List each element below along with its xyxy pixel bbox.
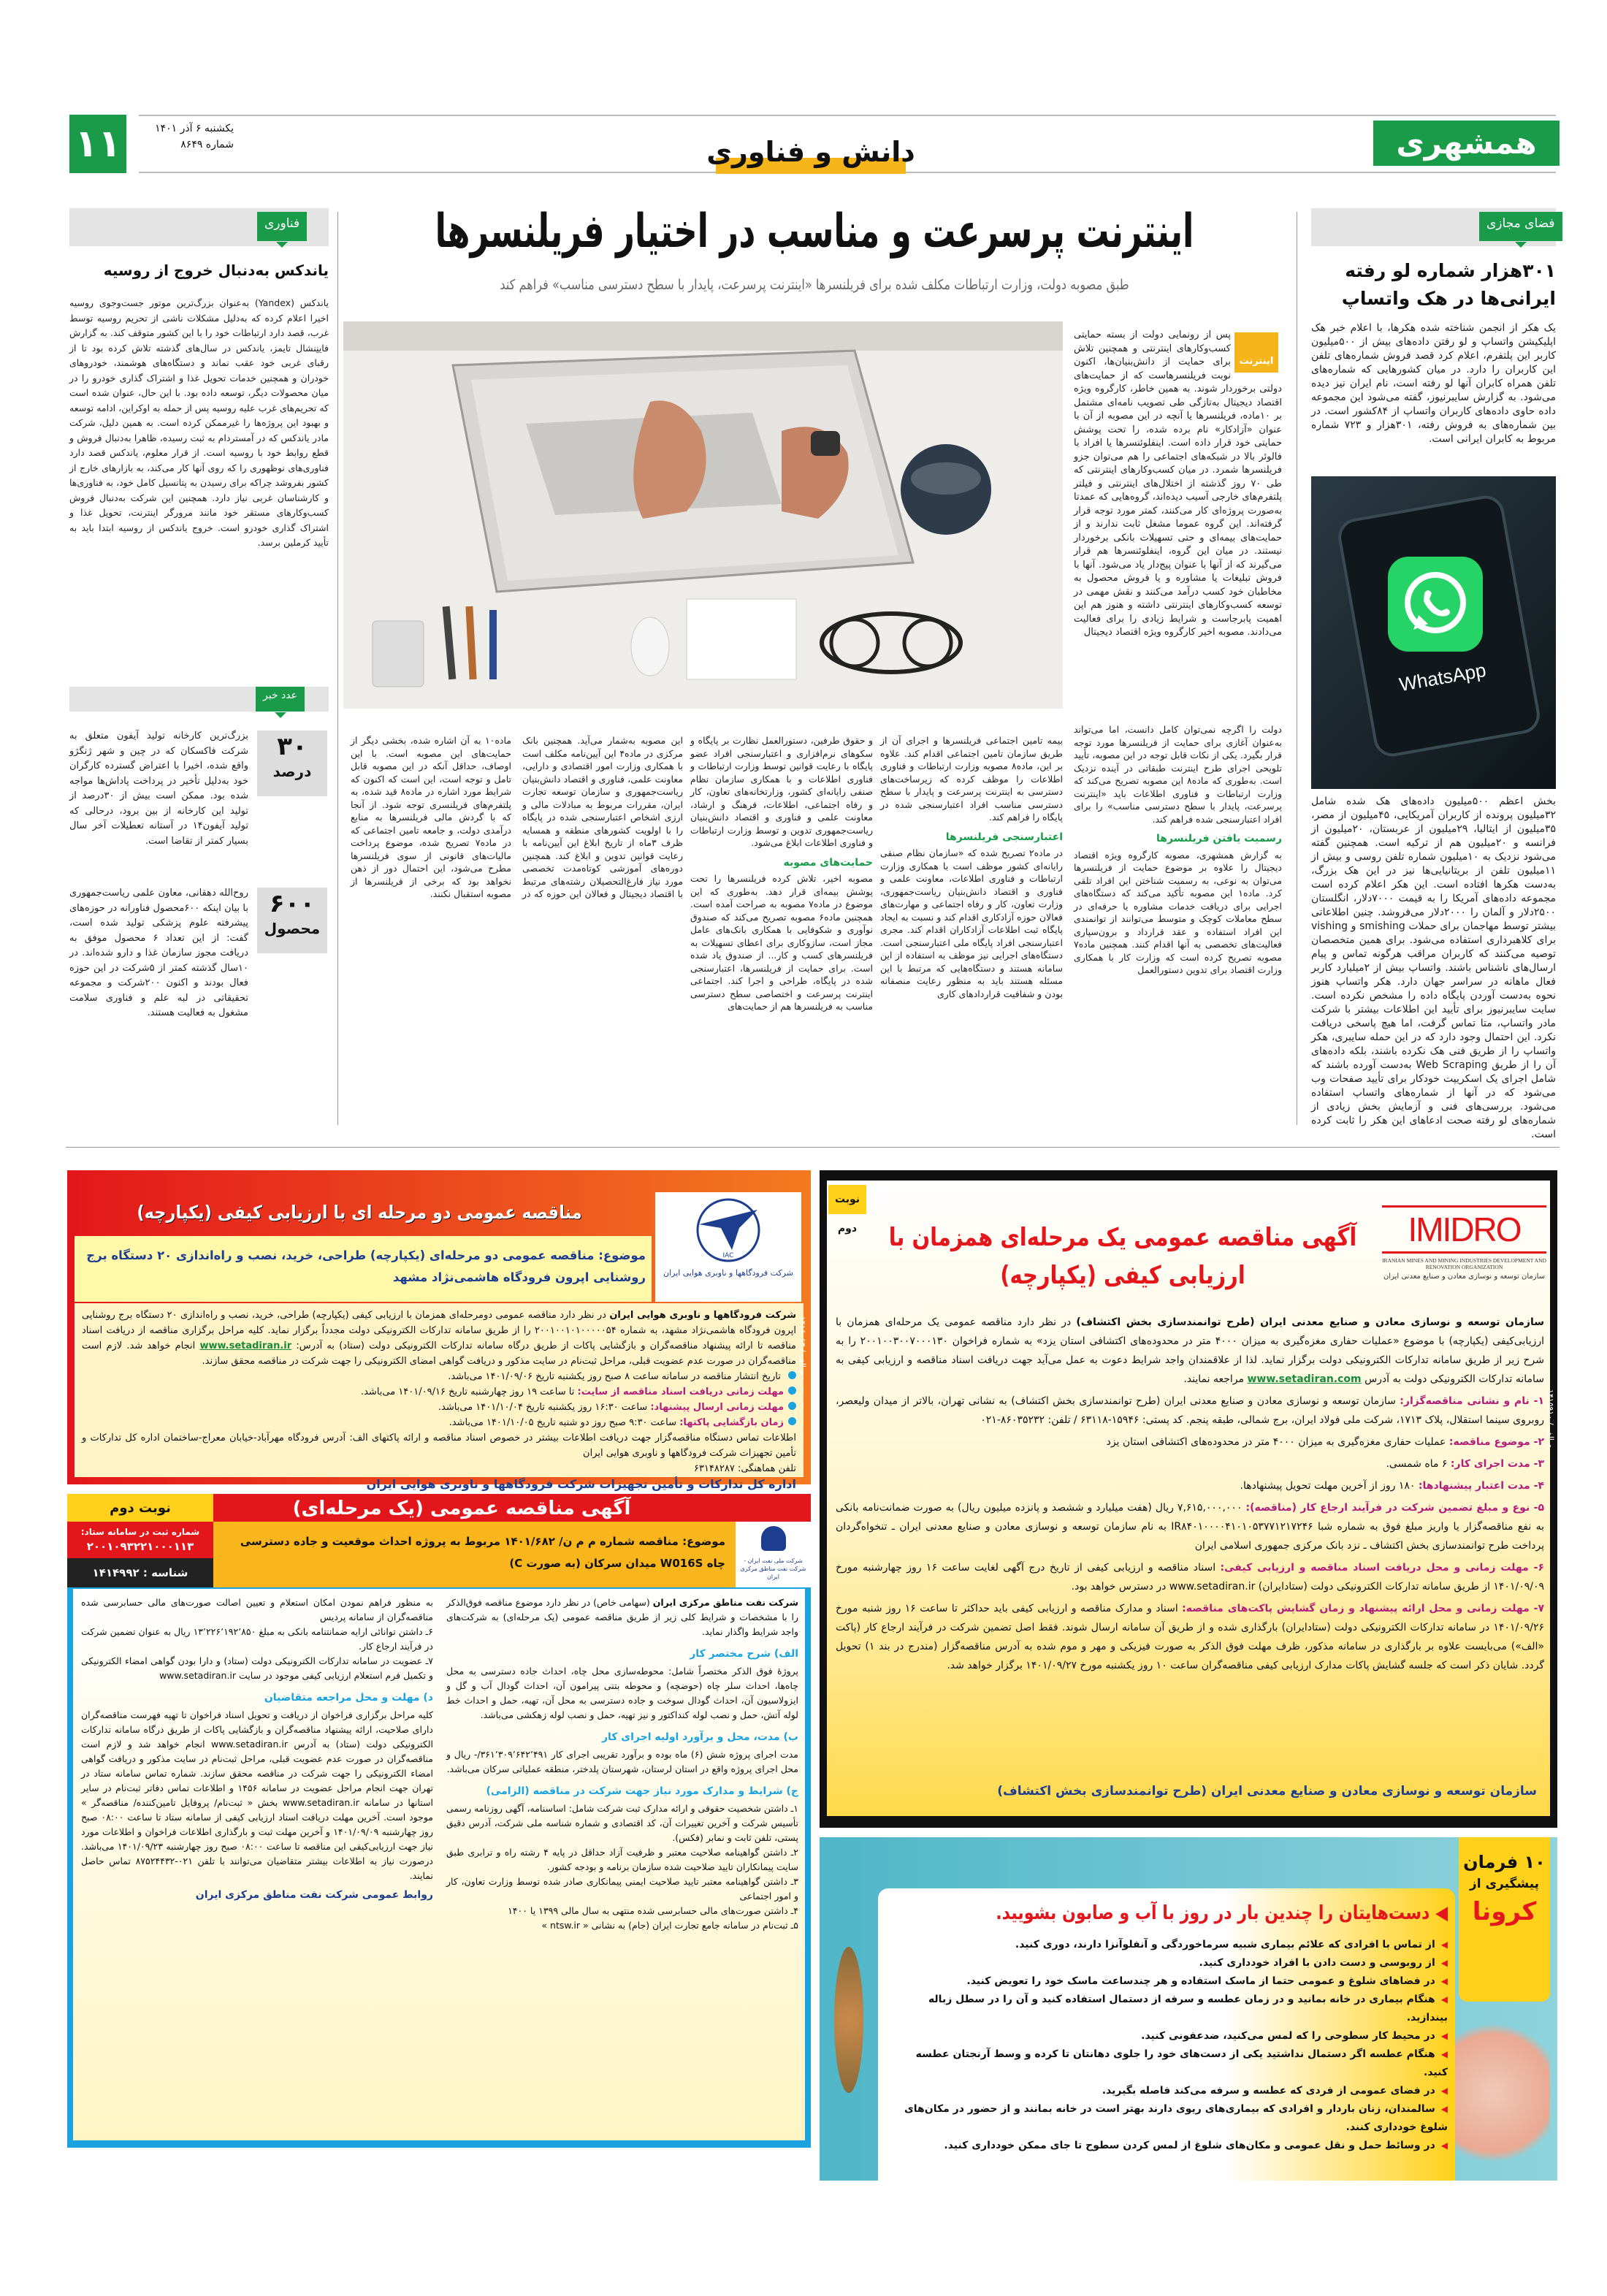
ad-body-text: مراجعه نمایند. <box>1183 1373 1244 1385</box>
issue-date: یکشنبه ۶ آذر ۱۴۰۱ <box>155 123 234 134</box>
badge-second-round: نوبت دوم <box>828 1185 866 1214</box>
section-tag-cyberspace: فضای مجازی <box>1479 212 1562 241</box>
ad-item <box>82 1384 796 1400</box>
ad-side-code: م الف / ۱۴۱۵۹۱۰ <box>1546 1389 1555 1449</box>
bullet-icon <box>788 1371 796 1379</box>
section-title-text: دانش و فناوری <box>706 136 915 168</box>
header-top-rule <box>139 115 1556 116</box>
main-article-intro-text: پس از رونمایی دولت از بسته حمایتی کسب‌وکارهای اینترنتی و همچنین تلاش برای حمایت از دانش‌بنیان‌ها، اکنون نوبت فریلنسرهاست که از حمایت‌های دولتی برخوردار شوند. به همین خاطر، کارگروه ویژه اقتصاد دیجیتال به‌تازگی طی تصویب نامه‌ای مشتمل بر ۱۰ماده، فریلنسرها یا آنچه در این مصوبه از آن با عنوان «آزادکار» نام برده شده، را تحت پوشش حمایتی خود قرار داده است. اینفلوئنسرها یا افراد با فالوئر بالا در شبکه‌های اجتماعی را هم می‌توان جزو فریلنسرها شمرد. در میان کسب‌وکارهای اینترنتی که طی ۷۰ روز گذشته از اختلال‌های اینترنتی و فیلتر پلتفرم‌های خارجی آسیب دیده‌اند، گروه‌هایی که عمدتا به‌صورت پروژه‌ای کار می‌کنند، کمتر مورد توجه قرار گرفته‌اند. این گروه عموما مشغل ثابت ندارند و از حمایت‌های بیمه‌ای و حتی تسهیلات بانکی برخوردار نیستند. در میان این گروه، اینفلوئنسرها هم قرار می‌گیرند که از آنها با عنوان پیج‌دار یاد می‌شود. آنها با فروش تبلیغات یا مشاوره و یا فروش محصول به مخاطبان خود کسب درآمد می‌کنند و نقش مهمی در توسعه کسب‌وکارهای اینترنتی داشته و هنوز هم این اهمیت پابرجاست و شرایط زیادی را برای فعالیت می‌دادند. مصوبه اخیر کارگروه ویژه اقتصاد دیجیتال <box>1074 329 1282 638</box>
ad-item <box>836 1599 1544 1675</box>
ads-divider <box>66 1147 1560 1148</box>
corona-tip: ◀ در محیط کار سطوحی را که لمس می‌کنید، ضدعفونی کنید. <box>889 2027 1448 2045</box>
ad-company: شرکت فرودگاهها و ناوبری هوایی ایران <box>609 1310 796 1321</box>
column-subhead: حمایت‌های مصوبه <box>783 856 873 869</box>
main-article-column-3 <box>690 734 873 1125</box>
ad-corona-prevention <box>820 1837 1557 2181</box>
ad-title: مناقصه عمومی دو مرحله ای با ارزیابی کیفی (یکپارچه) <box>137 1202 582 1223</box>
ad-item-text: ۱۸۰ روز از آخرین مهلت تحویل پیشنهادها. <box>1240 1480 1416 1492</box>
ad-item-text: اسناد و مدارک مناقصه و ارزیابی کیفی باید حداکثر تا ساعت ۱۶ روز شنبه مورخ ۱۴۰۱/۰۹/۲۶ در سامانه تدارکات الکترونیکی دولت (ستادایران) بارگذاری شده و از طریق آن سامانه ارسال شوند. فقط اصل تضمین شرکت در فرآیند ارجاع کار (پاکت «الف») می‌بایست علاوه بر بارگذاری در سامانه مذکور، ظرف مهلت فوق الذکر به صورت فیزیکی و مهر و موم شده به آدرس مناقصه‌گزار (مندرج در بند ۱) تحویل گردد. شایان ذکر است که جلسه گشایش پاکات مدارک ارزیابی کیفی مناقصه‌گران ساعت ۱۰ روز یکشنبه مورخ ۱۴۰۱/۰۹/۲۷ برگزار خواهد شد. <box>836 1603 1544 1671</box>
section-tag-technology: فناوری <box>257 212 307 241</box>
column-text: مصوبه اخیر، تلاش کرده فریلنسرها را تحت پوشش بیمه‌ای قرار دهد. به‌طوری که این موضوع در ماده۷ مصوبه به صراحت آمده است. همچنین ماده۶ مصوبه تصریح می‌کند که صندوق نوآوری و شکوفایی با همکاری بانک‌های عامل مجاز است، سازوکاری برای اعطای تسهیلات به فریلنسرهای کسب و کار... از صندوق یاد شده است. برای حمایت از فریلنسرها، اعتبارسنجی شده در پایگاه، طراحی و اجرا کند. اجتماعی اینترنت پرسرعت و اختصاصی سطح دسترسی مناسب به فریلنسرها هم از حمایت‌های <box>690 873 873 1012</box>
main-article-title-box <box>347 199 1282 264</box>
column-subhead: اعتبارسنجی فریلنسرها <box>945 831 1063 843</box>
ad-item-text: تا ساعت ۱۹ روز چهارشنبه تاریخ ۱۴۰۱/۰۹/۱۶ می‌باشد. <box>360 1387 575 1397</box>
bullet-icon <box>788 1417 796 1425</box>
section-text: کلیه مراحل برگزاری فراخوان از دریافت و تحویل اسناد فراخوان تا تهیه فهرست مناقصه‌گران دارای صلاحیت، ارائه پیشنهاد مناقصه‌گران و بازگشایی پاکات از طریق درگاه سامانه تدارکات الکترونیکی دولت (ستاد) به آدرس www.setadiran.ir انجام خواهد شد و لازم است مناقصه‌گران در صورت عدم عضویت قبلی، مراحل ثبت‌نام در سایت مذکور و دریافت گواهی امضاء الکترونیکی را جهت شرکت در مناقصه محقق سازند. شماره تماس سامانه ستاد در تهران جهت انجام مراحل عضویت در سامانه ۱۴۵۶ و اطلاعات تماس دفاتر ثبت‌نام در سایر استانها در سامانه www.setadiran.ir بخش « ثبت‌نام/ پروفایل تامین‌کننده/ مناقصه‌گر » موجود است. آخرین مهلت دریافت اسناد ارزیابی کیفی از سامانه ستاد تا ساعت ۰۸:۰۰ صبح روز چهارشنبه ۱۴۰۱/۰۹/۰۹ و آخرین مهلت ثبت و بارگذاری اطلاعات فراخوان و اطلاعات مورد نیاز جهت ارزیابی‌کیفی این مناقصه تا ساعت ۰۸:۰۰ صبح روز چهارشنبه ۱۴۰۱/۰۹/۲۳ می‌باشد. درصورت نیاز به اطلاعات بیشتر متقاضیان می‌توانند با تلفن ۰۲۱-۸۷۵۲۴۴۳۲ تماس حاصل نمایند. <box>81 1709 434 1881</box>
ad-item-label: ۳- مدت اجرای کار: <box>1450 1458 1544 1470</box>
setadiran-link[interactable]: www.setadiran.com <box>1247 1373 1362 1385</box>
imidro-logo <box>1382 1205 1546 1281</box>
corona-headline-box <box>889 1897 1448 1929</box>
section-heading: د) مهلت و محل مراجعه متقاضیان <box>264 1692 433 1704</box>
section-text: مدت اجرای پروژه شش (۶) ماه بوده و برآورد تقریبی اجرای کار ۳۶۱٬۳۰۹٬۶۴۲٬۴۹۱/- ریال و محل اجرای پروژه واقع در استان لرستان، شهرستان پلدختر، منطقه عملیاتی سرکان می‌باشد. <box>446 1749 798 1774</box>
ad-item <box>836 1454 1544 1473</box>
ad-item <box>82 1369 796 1384</box>
ad-item-text: تاریخ انتشار مناقصه در سامانه ساعت ۸ صبح روز یکشنبه تاریخ ۱۴۰۱/۰۹/۰۶ می‌باشد. <box>448 1371 781 1382</box>
ad-body-text: انجام خواهد شد. لازم است مناقصه‌گران در صورت عدم عضویت قبلی، مراحل ثبت‌نام در سایت مذکور و دریافت گواهی امضای الکترونیکی را جهت شرکت در مناقصه محقق سازند. <box>82 1340 796 1367</box>
ad-footer: اداره کل تدارکات و تأمین تجهیزات شرکت فرودگاهها و ناوبری هوایی ایران <box>366 1477 796 1491</box>
corona-headline <box>996 1897 1448 1929</box>
whatsapp-icon <box>1388 557 1483 652</box>
column-divider <box>337 212 338 1125</box>
ad-title-box <box>67 1192 652 1232</box>
column-text: این مصوبه به‌شمار می‌آید. همچنین بانک مرکزی در ماده۴ این آیین‌نامه مکلف است با همکاری وزارت امور اقتصادی و دارایی، معاونت علمی، فناوری و اقتصاد دانش‌بنیان ریاست‌جمهوری و سازمان توسعه تجارت ایران، مقررات مربوط به مبادلات مالی و ارزی اشخاص اعتبارسنجی شده در پایگاه را با اولویت کشورهای منطقه و همسایه ظرف ۳ماه از تاریخ ابلاغ این آیین‌نامه با رعایت قوانین تدوین و ابلاغ کند. همچنین دوره‌های آموزشی کوتاه‌مدت تخصصی مورد نیاز فارغ‌التحصیلان رشته‌های مرتبط با اقتصاد دیجیتال و فعالان این حوزه که در ماده۱۰ به آن اشاره شده، بخشی دیگر از حمایت‌های این مصوبه است. با این اوصاف، حداقل آنکه در این مصوبه قابل تامل و توجه است، این است که اکنون که شرایط مورد اشاره در ماده۸ قید شده، به پلتفرم‌های فریلنسری توجه شود. از آنجا که با گردش مالی فریلنسرها به منابع درآمدی دولت، و جامعه تامین اجتماعی که در ماده۷ تصریح شده، موضوع پرداخت مالیات‌های قانونی از سوی فریلنسرها مطرح می‌شود، این احتمال دور از ذهن نخواهد بود که برخی از فریلنسرها از مصوبه استقبال نکنند. <box>351 735 684 899</box>
main-article-column-1 <box>1074 723 1282 1125</box>
column-subhead: رسمیت یافتن فریلنسرها <box>1156 833 1282 844</box>
requirements-list <box>446 1801 798 1933</box>
issue-number: شماره ۸۶۴۹ <box>180 139 234 150</box>
left-article-body: یاندکس (Yandex) به‌عنوان بزرگ‌ترین موتور جست‌وجوی روسیه اخیرا اعلام کرده که به‌دلیل مشکلات ناشی از تحریم روسیه توسط غرب، قصد دارد ارتباطات خود را با این کشور متوقف کند. به گزارش فاینِنشال تایمز، یاندکس در سال‌های گذشته تلاش کرده بود تا از رقبای غربی خود عقب نماند و دستگاه‌های هوشمند، خودروهای خودران و همچنین خدمات تحویل غذا و اشتراک گذاری خودرو را در میان محصولات دیگر، توسعه داده بود. با این حال، عنوان شده است که تحریم‌های غرب علیه روسیه پس از حمله به اوکراین، ادامه توسعه و بهبود این پروژه‌ها را غیرممکن کرده است. به همین دلیل، شرکت مادر یاندکس که در آمستردام به ثبت رسیده، ظاهرا به‌دنبال فروش و قطع روابط خود با روسیه است. از قرار معلوم، یاندکس قصد دارد فناوری‌های نوظهوری را که روی آنها کار می‌کند، به بازارهای خارج از کشور بفروشد چراکه برای رسیدن به پتانسیل کامل خود، به فناوری‌ها و کارشناسان غربی نیاز دارد. همچنین این شرکت به‌دنبال فروش کسب‌وکارهای مستقر خود مانند مرورگر اینترنت، تحویل غذا و اشتراک گذاری خودرو است. خروج یاندکس از روسیه ابتدا باید به تأیید کرملین برسد. <box>69 297 329 548</box>
ad-item-label: مهلت زمانی ارسال پیشنهاد: <box>650 1402 784 1413</box>
nioc-logo-mark <box>761 1526 786 1551</box>
ad-side-code: م الف / ۱۴۱۶۰۶۳ <box>798 1316 807 1376</box>
stat-number: ۶۰۰ <box>269 889 316 918</box>
ad-item <box>836 1392 1544 1430</box>
main-article-column-2 <box>880 734 1063 1125</box>
ad-item-text: ساعت ۹:۳۰ صبح روز دو شنبه تاریخ ۱۴۰۱/۱۰/۰۵ می‌باشد. <box>448 1417 677 1428</box>
ad-item <box>82 1400 796 1415</box>
stat-unit: درصد <box>272 763 312 780</box>
corona-tip: ◀ در فضاهای شلوغ و عمومی حتما از ماسک استفاده و هر چندساعت ماسک خود را تعویض کنید. <box>889 1972 1448 1991</box>
badge-second-round: نوبت دوم <box>67 1494 213 1522</box>
column-text: بیمه تامین اجتماعی فریلنسرها و اجرای آن از طریق سازمان تامین اجتماعی اقدام کند. علاوه بر این، ماده۸ مصوبه وزارت ارتباطات و فناوری اطلاعات را موظف کرده که زیرساخت‌های دسترسی به اینترنت پرسرعت و پایدار با سطح دسترسی مناسب افراد اعتبارسنجی شده در پایگاه را فراهم کند. <box>880 735 1063 823</box>
ad-item <box>836 1558 1544 1596</box>
ad-id: شناسه : ۱۴۱۴۹۹۲ <box>67 1558 213 1587</box>
main-article-intro <box>1074 329 1282 716</box>
stat-text: روح‌الله دهقانی، معاون علمی ریاست‌جمهوری با بیان اینکه ۶۰۰محصول فناورانه در حوزه‌های پیشرفته علوم پزشکی تولید شده است، گفت: از این تعداد ۶ محصول موفق به دریافت مجوز سازمان غذا و دارو شده‌اند. در ۱۰سال گذشته کمتر از ۵شرکت در این حوزه فعال بودند و اکنون ۲۰۰شرکت و مجموعه تحقیقاتی در لبه علم و فناوری سلامت مشغول به فعالیت هستند. <box>69 888 248 1018</box>
requirements-list <box>81 1625 433 1683</box>
corona-tip: ◀ از تماس با افرادی که علائم بیماری شبیه سرماخوردگی و آنفلوآنزا دارند، دوری کنید. <box>889 1936 1448 1954</box>
ad-body-text: در نظر دارد مناقصه عمومی دومرحله‌ای همزمان با ارزیابی کیفی (یکپارچه) طراحی، خرید، نصب و راه‌اندازی ۲۰ دستگاه برج روشنایی اپرون فرودگاه هاشمی‌نژاد مشهد، به شماره ۲۰۰۱۰۰۱۰۱۰۰۰۰۰۵۴ را از طریق سامانه تدارکات الکترونیکی دولت مجدداً برگزار نماید. کلیه مراحل برگزاری مناقصه از دریافت اسناد مناقصه تا ارائه پیشنهاد مناقصه‌گران و بازگشایی پاکات از طریق درگاه سامانه تدارکات الکترونیکی دولت (ستاد) به آدرس: <box>82 1310 796 1351</box>
ad-item <box>836 1476 1544 1495</box>
right-article-body-continued: بخش اعظم ۵۰۰میلیون داده‌های هک شده شامل ۳۲میلیون پرونده از کاربران آمریکایی، ۴۵میلیون از مصر، ۳۵میلیون از ایتالیا، ۲۹میلیون از عربستان، ۲۰میلیون از فرانسه و ۲۰میلیون هم از ترکیه است. همچنین گفته می‌شود نزدیک به ۱۰میلیون شماره تلفن روسی و بیش از ۱۱میلیون تلفن از بریتانیایی‌ها نیز در این هک بزرگ، به‌دست هکرها افتاده است. این هکر اعلام کرده است مجموعه داده‌های آمریکا را به قیمت ۷۰۰۰دلار، انگلستان ۲۵۰۰دلار و آلمان را ۲۰۰۰دلار می‌فروشد. چنین اطلاعاتی بیشتر توسط مهاجمان برای حملات smishing و vishing برای کلاهبرداری استفاده می‌شود. برای همین متخصصان توصیه می‌کنند که کاربران مراقب هرگونه تماس و پیام ارسال‌های ناشناس باشند. واتساپ بیش از ۲میلیارد کاربر فعال ماهانه در سراسر جهان دارد. هکر واتساپ هنوز نحوه به‌دست آوردن پایگاه داده را مشخص نکرده است. سایت سایبرنیوز برای تأیید این اطلاعات بیشتر با شرکت مادر واتساپ، متا تماس گرفت، اما هیچ پاسخی دریافت نکرد. این احتمال وجود دارد که در این حمله سایبری، هکر واتساپ را از طریق فنی هک نکرده باشند، بلکه داده‌های آن را از طریق Web Scraping به‌دست آورده باشند که شامل اجرای یک اسکریپت خودکار برای تأیید صفحات وب می‌شود که در آنها از شماره‌های واتساپ استفاده می‌شود. بررسی‌های فنی و آزمایش بخش زیادی از شماره‌های لو رفته صحت ادعاهای این هکر را ثابت کرده است. <box>1311 796 1557 1140</box>
ad-item-text: ساعت ۱۶:۳۰ روز یکشنبه تاریخ ۱۴۰۱/۱۰/۰۴ می‌باشد. <box>438 1402 648 1413</box>
corona-tip: ◀ سالمندان، زنان باردار و افرادی که بیماری‌های ریوی دارند بهتر است در خانه بمانند و از حضور در مکان‌های شلوغ خودداری کنند. <box>889 2100 1448 2137</box>
ad-body-text: (سهامی خاص) در نظر دارد موضوع مناقصه فوق‌الذکر را با مشخصات و شرایط کلی زیر از طریق مناقصه عمومی (یک مرحله‌ای) به شرکت‌های واجد شرایط واگذار نماید. <box>446 1597 798 1637</box>
ad-item-label: زمان بازگشایی پاکتها: <box>679 1417 784 1428</box>
main-article-subtitle: طبق مصوبه دولت، وزارت ارتباطات مکلف شده برای فریلنسرها «اینترنت پرسرعت، پایدار با سطح دسترسی مناسب» فراهم کند <box>500 277 1129 293</box>
ad-contact: اطلاعات تماس دستگاه مناقصه‌گزار جهت دریافت اطلاعات بیشتر در خصوص اسناد مناقصه و ارائه پاکتهای الف: آدرس فرودگاه مهرآباد-خیابان معراج-ساختمان اداره کل تدارکات و تأمین تجهیزات شرکت فرودگاهها و ناوبری هوایی ایران <box>82 1433 796 1459</box>
bullet-icon <box>788 1387 796 1395</box>
requirement-item: ۱ـ داشتن شخصیت حقوقی و ارائه مدارک ثبت شرکت شامل: اساسنامه، آگهی روزنامه رسمی تأسیس شرکت و آخرین تغییرات آن، کد اقتصادی و شماره شناسه ملی شرکت، آدرس دقیق پستی، تلفن ثابت و نمابر (فکس). <box>446 1803 798 1843</box>
section-heading: الف) شرح مختصر کار <box>690 1648 798 1660</box>
ad-item-text: ۷,۶۱۵,۰۰۰,۰۰۰ ریال (هفت میلیارد و ششصد و پانزده میلیون ریال) به صورت ضمانت‌نامه بانکی به نفع مناقصه‌گزار یا واریز مبلغ فوق به شماره شبا IR۸۴۰۱۰۰۰۰۴۱۰۱۰۵۳۷۷۱۲۱۷۲۴۶ به نام سازمان توسعه و نوسازی معادن و صنایع معدنی ایران ـ تنخواه‌گردان پرداخت طرح توانمندسازی بخش اکتشاف ـ نزد بانک مرکزی جمهوری اسلامی ایران <box>836 1502 1544 1552</box>
ad-item-label: ۶- مهلت زمانی و محل دریافت اسناد مناقصه و ارزیابی کیفی: <box>1220 1562 1545 1574</box>
ad-title: آگهی مناقصه عمومی (یک مرحله‌ای) <box>292 1498 631 1519</box>
main-article-column-4 <box>351 734 683 1125</box>
requirement-item: ۲ـ داشتن گواهینامه صلاحیت معتبر و ظرفیت آزاد حداقل در پایه ۴ رشته راه و ترابری طبق سایت پیمانکاران تایید صلاحیت شده سازمان برنامه و بودجه کشور. <box>446 1847 798 1872</box>
ad-item <box>836 1433 1544 1452</box>
ad-company: شرکت نفت مناطق مرکزی ایران <box>652 1597 798 1608</box>
ad-subject: موضوع: مناقصه شماره م م ن/ ۱۴۰۱/۶۸۲ مربوط به پروژه احداث موقعیت و جاده دسترسی چاه W016S میدان سرکان (به صورت C) <box>213 1522 736 1587</box>
requirement-item: ۳ـ داشتن گواهینامه معتبر تایید صلاحیت ایمنی پیمانکاری صادر شده توسط وزارت تعاون، کار و امور اجتماعی <box>446 1876 798 1902</box>
ad-nioc-tender <box>67 1494 811 2148</box>
iac-logo-letters: IAC <box>722 1252 734 1259</box>
ad-item <box>836 1498 1544 1555</box>
newspaper-logo[interactable]: همشهری <box>1373 121 1560 166</box>
right-article-body: یک هکر از انجمن شناخته شده هکرها، با اعلام خبر هک اپلیکیشن واتساپ و لو رفتن داده‌های بیش از ۵۰۰میلیون کاربر این پلتفرم، اعلام کرد قصد فروش شماره‌های تلفن این کاربران را دارد. در میان کشورهایی که شماره‌های تلفن همراه کابران آنها لو رفته است، نام ایران نیز دیده می‌شود. به گزارش سایبرنیوز، گفته می‌شود این مجموعه داده حاوی داده‌های کاربران واتساپ از ۸۴کشور است. در بین شماره‌های به فروش رفته، ۳۰۱هزار و ۷۲۳ شماره مربوط به کابران ایرانی است. <box>1311 322 1556 445</box>
side-title-line: کرونا <box>1472 1897 1537 1926</box>
imidro-logo-mark: IMIDRO <box>1382 1205 1546 1254</box>
section-title <box>701 130 920 174</box>
corona-headline-text: دست‌هایتان را چندین بار در روز با آب و صابون بشویید. <box>996 1902 1430 1924</box>
imidro-logo-fa: سازمان توسعه و نوسازی معادن و صنایع معدنی ایران <box>1383 1273 1546 1281</box>
iac-logo-text: شرکت فرودگاهها و ناوبری هوایی ایران <box>663 1268 794 1278</box>
ad-airports-tender <box>67 1170 811 1491</box>
ad-footer: روابط عمومی شرکت نفت مناطق مرکزی ایران <box>195 1889 433 1901</box>
iac-logo <box>655 1192 801 1302</box>
stat-unit: محصول <box>264 920 321 937</box>
ad-item-label: ۵- نوع و مبلغ تضمین شرکت در فرآیند ارجاع کار (مناقصه): <box>1245 1502 1544 1514</box>
ad-item <box>82 1415 796 1430</box>
ad-subject: موضوع: مناقصه عمومی دو مرحله‌ای (یکپارچه) طراحی، خرید، نصب و راه‌اندازی ۲۰ دستگاه برج روشنایی اپرون فرودگاه هاشمی‌نژاد مشهد <box>75 1236 652 1302</box>
ad-column-left <box>78 1593 436 2133</box>
column-text: به گزارش همشهری، مصوبه کارگروه ویژه اقتصاد دیجیتال را علاوه بر موضوع حمایت از فریلنسرها می‌توان به نوعی، به رسمیت شناختن این افراد تلقی کرد. ماده۱ این مصوبه تأکید می‌کند که دستگاه‌های اجرایی برای دریافت خدمات مشاوره یا حرفه‌ای در سطح معاملات کوچک و متوسط می‌توانند از توانمندی این افراد استفاده و عقد قرارداد و برون‌سپاری فعالیت‌های تخصصی به آنها اقدام کنند. همچنین ماده۷ مصوبه تصریح کرده است که وزارت کار با همکاری وزارت اقتصاد برای تدوین دستورالعمل <box>1074 849 1282 975</box>
hands-image <box>1455 2013 1550 2173</box>
ad-body-text: در نظر دارد مناقصه عمومی یک مرحله‌ای همزمان با ارزیابی‌کیفی (یکپارچه) با موضوع «عملیات حفاری مغزه‌گیری به میزان ۴۰۰۰ متر در محدوده‌های اکتشافی استان یزد» به شماره فراخوان ۲۰۰۱۰۰۳۰۰۷۰۰۰۱۳۰ را به شرح زیر از طریق سامانه تدارکات الکترونیکی دولت برگزار نماید. لذا از علاقمندان واجد شرایط دعوت به عمل می‌آید جهت دریافت اسناد مناقصه و ارزیابی کیفی به سامانه تدارکات الکترونیکی دولت به آدرس <box>836 1316 1544 1385</box>
right-article-title[interactable]: ۳۰۱هزار شماره لو رفته ایرانی‌ها در هک واتساپ <box>1341 260 1556 309</box>
corona-tip: ◀ در وسائط حمل و نقل عمومی و مکان‌های شلوغ از لمس کردن سطوح تا جای ممکن خودداری کنید. <box>889 2137 1448 2155</box>
bullet-icon <box>788 1402 796 1410</box>
corona-tip: ◀ هنگام عطسه اگر دستمال نداشتید یکی از دست‌های خود را جلوی دهانتان تا کرده و وسط آرنجتان عطسه کنید. <box>889 2045 1448 2082</box>
ad-body <box>75 1303 804 1491</box>
section-heading: ج) شرایط و مدارک مورد نیاز جهت شرکت در مناقصه (الزامی) <box>486 1785 798 1797</box>
ad-item-label: ۱- نام و نشانی مناقصه‌گزار: <box>1400 1395 1544 1407</box>
ad-body <box>836 1313 1544 1773</box>
whatsapp-image <box>1311 476 1556 789</box>
stat-box <box>257 888 327 953</box>
side-title-line: ۱۰ فرمان <box>1463 1852 1546 1872</box>
requirement-item: ۶ـ داشتن توانائی ارایه ضمانتنامه بانکی به مبلغ ۱۳٬۲۲۶٬۱۹۲٬۸۵۰ ریال به عنوان تضمین شرکت در فرآیند ارجاع کار. <box>81 1626 433 1652</box>
main-article-title[interactable]: اینترنت پرسرعت و مناسب در اختیار فریلنسرها <box>435 205 1194 259</box>
section-heading: ب) مدت، محل و برآورد اولیه اجرای کار <box>601 1731 798 1743</box>
corona-tips-list <box>889 1936 1448 2155</box>
laptop-photo <box>343 321 1063 709</box>
column-text: در ماده۲ تصریح شده که «سازمان نظام صنفی رایانه‌ای کشور موظف است با همکاری وزارت ارتباطات و فناوری اطلاعات، معاونت علمی و فناوری و اقتصاد دانش‌بنیان ریاست‌جمهوری، وزارت تعاون، کار و رفاه اجتماعی و مهارت‌های فعالان حوزه آزادکاری اقدام کند و نسبت به ایجاد پایگاه ثبت اطلاعات آزادکاران اقدام کند. مجری اعتبارسنجی افراد پایگاه ملی اعتبارسنجی است. دستگاه‌های اجرایی نیز موظف به استفاده از این سامانه هستند و دستگاه‌هایی که مرتبط با این مسئله هستند باید به منظور رعایت منصفانه بودن و شفافیت قراردادهای کاری <box>880 847 1063 999</box>
stat-text: بزرگ‌ترین کارخانه تولید آیفون متعلق به شرکت فاکسکان که در چین و شهر ژنگژو واقع شده، اخیرا با اعتراض گسترده کارگران خود به‌دلیل تأخیر در پرداخت پاداش‌ها مواجه شده بود. ممکن است بیش از ۳۰درصد از تولید این کارخانه از بین برود، درحالی که تولید آیفون۱۴ در آستانه تعطیلات آخر سال بسیار کمتر از تقاضا است. <box>69 731 249 847</box>
ad-phone: تلفن هماهنگی: ۶۳۱۴۸۲۸۷ <box>693 1463 796 1474</box>
registration-box <box>67 1522 213 1558</box>
requirement-item: ۵ـ ثبت‌نام در سامانه جامع تجارت ایران (جام) به نشانی « ntsw.ir » <box>541 1920 798 1931</box>
section-text: به منظور فراهم نمودن امکان استعلام و تعیین اصالت صورت‌های مالی حسابرسی شده مناقصه‌گران از سامانه پردیس <box>81 1597 433 1622</box>
issue-info <box>139 121 234 153</box>
stat-number: ۳۰ <box>277 732 308 761</box>
imidro-logo-en: IRANIAN MINES AND MINING INDUSTRIES DEVELOPMENT AND RENOVATION ORGANIZATION <box>1382 1257 1546 1270</box>
ad-footer: سازمان توسعه و نوسازی معادن و صنایع معدنی ایران (طرح توانمندسازی بخش اکتشاف) <box>997 1784 1537 1799</box>
ad-item-label: ۲- موضوع مناقصه: <box>1448 1436 1544 1448</box>
ad-item-text: ۶ ماه شمسی. <box>1386 1458 1448 1470</box>
corona-tip: ◀ از روبوسی و دست دادن با افراد خودداری کنید. <box>889 1954 1448 1972</box>
ad-item-text: عملیات حفاری مغزه‌گیری به میزان ۴۰۰۰ متر در محدوده‌های اکتشافی استان یزد <box>1106 1436 1446 1448</box>
ad-item-text: اسناد مناقصه و ارزیابی کیفی از تاریخ درج آگهی لغایت ساعت ۱۶ روز چهارشنبه مورخ ۱۴۰۱/۰۹/۰۹ از طریق سامانه تدارکات الکترونیکی دولت (ستادایران) www.setadiran.ir در دسترس خواهد بود. <box>836 1562 1544 1593</box>
arrow-icon: ◀ <box>1435 1902 1448 1924</box>
ad-item-label: ۷- مهلت زمانی و محل ارائه پیشنهاد و زمان گشایش پاکت‌های مناقصه: <box>1182 1603 1544 1614</box>
nioc-logo-text: شرکت ملی نفت ایران - شرکت نفت مناطق مرکزی ایران <box>740 1557 806 1580</box>
ad-item-label: ۴- مدت اعتبار پیشنهادها: <box>1418 1480 1544 1492</box>
whatsapp-label: WhatsApp <box>1397 658 1488 696</box>
ad-imidro-tender <box>820 1170 1557 1828</box>
column-text: و حقوق طرفین، دستورالعمل نظارت بر پایگاه و سکوهای نرم‌افزاری و اعتبارسنجی افراد عضو پایگاه با رعایت قوانین توسط وزارت ارتباطات و فناوری اطلاعات و با همکاری سازمان نظام صنفی رایانه‌ای کشور، وزارتخانه‌های تعاون، کار و رفاه اجتماعی، اطلاعات، فرهنگ و ارشاد، معاونت علمی و فناوری و اقتصاد دانش‌بنیان ریاست‌جمهوری تدوین و توسط وزارت ارتباطات و فناوری اطلاعات ابلاغ می‌شود. <box>690 735 873 848</box>
ad-item-text: سازمان توسعه و نوسازی معادن و صنایع معدنی ایران (طرح توانمندسازی بخش اکتشاف) به نشانی تهران، بالاتر از میدان ولیعصر، روبروی سینما استقلال، پلاک ۱۷۱۳، شرکت ملی فولاد ایران، برج شمالی، طبقه پنجم. کد پستی: ۱۵۹۴۶-۶۳۱۱۸ / تلفن: ۸۶۰۳۵۲۳۲-۰۲۱ <box>836 1395 1544 1426</box>
corona-tip: ◀ هنگام بیماری در خانه بمانید و در زمان عطسه و سرفه از دستمال استفاده کنید و آن را در سطل زباله بیندازید. <box>889 1991 1448 2027</box>
ad-company: سازمان توسعه و نوسازی معادن و صنایع معدنی ایران (طرح توانمندسازی بخش اکتشاف) <box>1076 1316 1544 1328</box>
section-tag-number-news: عدد خبر <box>256 687 305 712</box>
laptop-desk-illustration <box>343 321 1063 709</box>
iac-logo-mark <box>688 1195 768 1265</box>
main-article-subtitle-box <box>347 272 1282 297</box>
side-title-line: پیشگیری از <box>1469 1877 1540 1891</box>
setadiran-link[interactable]: www.setadiran.ir <box>199 1340 292 1351</box>
column-text: دولت را اگرچه نمی‌توان کامل دانست، اما می‌تواند به‌عنوان آغازی برای حمایت از فریلنسرها مورد توجه قرار بگیرد. یکی از نکات قابل توجه در این مصوبه، تأیید تلویحی اجرای طرح اینترنت طبقاتی در آینده نزدیک است. به‌طوری که ماده۸ این مصوبه تصریح می‌کند که وزارت ارتباطات و فناوری اطلاعات باید «اینترنت پرسرعت، پایدار با سطح دسترسی مناسب» را برای افراد اعتبارسنجی شده فراهم کند. <box>1074 724 1282 825</box>
ad-item-label: مهلت زمانی دریافت اسناد مناقصه از سایت: <box>577 1387 784 1397</box>
ad-title-box <box>874 1218 1371 1306</box>
registration-label: شماره ثبت در سامانه ستاد: <box>80 1527 200 1537</box>
stat-box <box>257 731 327 796</box>
virus-illustration <box>834 1947 863 2093</box>
corona-tip: ◀ در فضای عمومی از فردی که عطسه و سرفه می‌کند فاصله بگیرید. <box>889 2082 1448 2100</box>
nioc-logo <box>736 1522 811 1587</box>
corona-side-title <box>1459 1837 1550 2002</box>
ad-column-right <box>443 1593 801 2133</box>
registration-number: ۲۰۰۱۰۹۳۲۲۱۰۰۰۱۱۳ <box>86 1540 194 1553</box>
main-kicker-box: اینترنت <box>1234 332 1278 373</box>
requirement-item: ۴ـ داشتن صورت‌های مالی حسابرسی شده منتهی به سال مالی ۱۳۹۹ یا ۱۴۰۰ <box>508 1905 798 1916</box>
ad-items-list <box>836 1392 1544 1675</box>
section-text: پروژهٔ فوق الذکر مختصراً شامل: محوطه‌سازی محل چاه، احداث جاده دسترسی به محل چاه‌ها، احداث سلر چاه (حوضچه) و محوطه بتنی پیرامون آن، احداث گودال آب و گل و ایزولاسیون آن، احداث گودال سوخت و جاده دسترسی به محل آن، تهیه، حمل و احداث خط لوله آتش، حمل و نصب لوله کنداکتور و نیز تهیه، حمل و نصب لوله زهکشی می‌باشد. <box>446 1666 798 1720</box>
page-number: ۱۱ <box>69 115 126 173</box>
requirement-item: ۷ـ عضویت در سامانه تدارکات الکترونیکی دولت (ستاد) و دارا بودن گواهی امضاء الکترونیکی و تکمیل فرم استعلام ارزیابی کیفی موجود در سایت www.setadiran.ir <box>81 1655 433 1681</box>
kicker-spacer <box>1231 329 1282 380</box>
left-article-title[interactable]: یاندکس به‌دنبال خروج از روسیه <box>103 262 329 279</box>
ad-title: آگهی مناقصه عمومی یک مرحله‌ای همزمان با ارزیابی کیفی (یکپارچه) <box>888 1223 1357 1290</box>
